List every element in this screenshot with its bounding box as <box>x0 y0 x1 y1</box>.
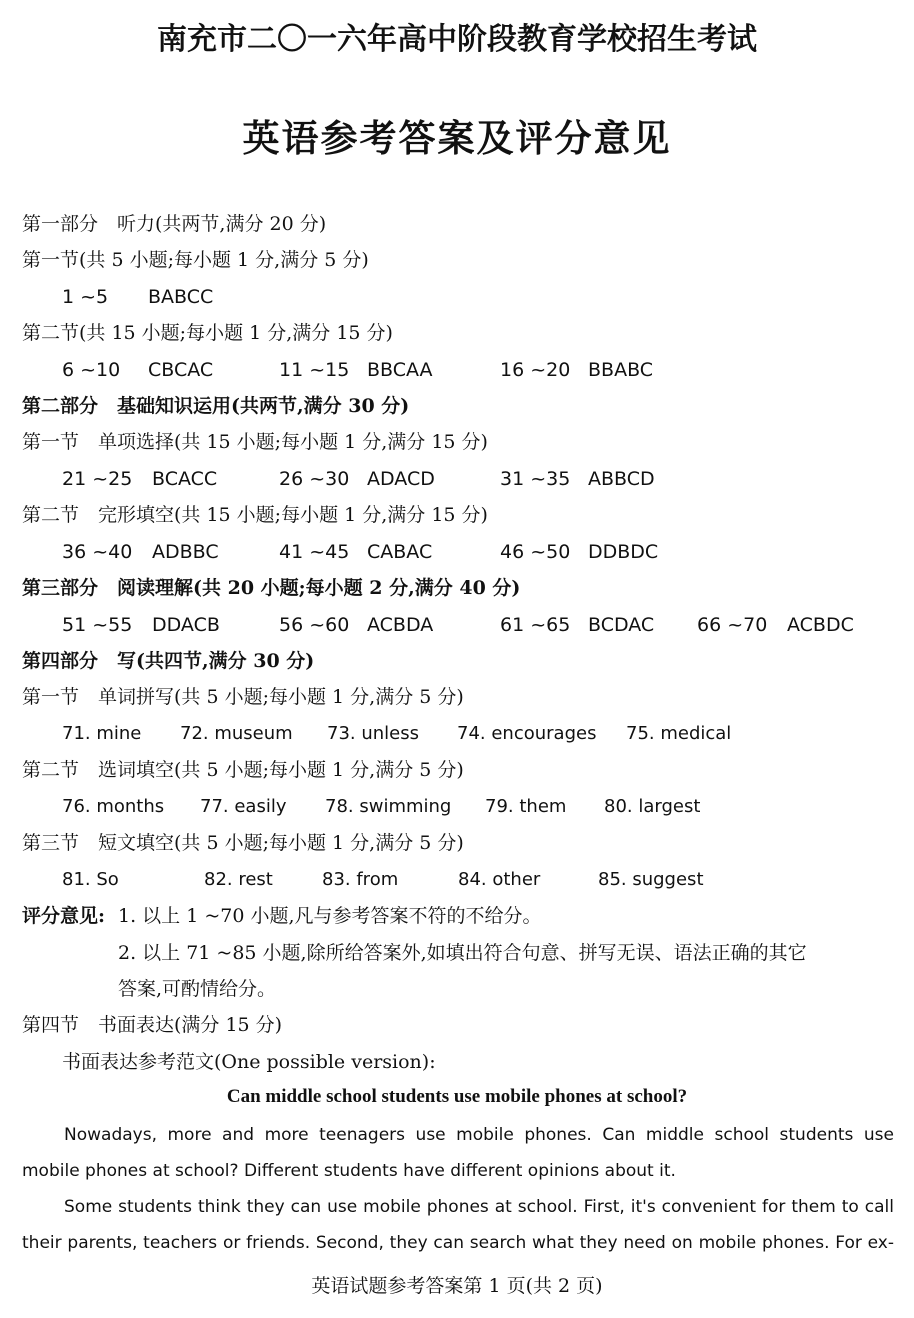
answer-key: DDBDC <box>588 541 659 563</box>
answer-key: BBABC <box>588 359 654 381</box>
word-answer: 79. them <box>485 796 567 817</box>
answer-range: 26 ~30 <box>279 468 350 490</box>
word-answer: 72. museum <box>180 723 293 744</box>
part4-sec1-heading: 第一节 单词拼写(共 5 小题;每小题 1 分,满分 5 分) <box>22 686 464 708</box>
answer-range: 1 ~5 <box>62 286 109 308</box>
answer-key: BABCC <box>148 286 214 308</box>
answer-range: 21 ~25 <box>62 468 133 490</box>
word-answer: 75. medical <box>626 723 732 744</box>
answer-key: CBCAC <box>148 359 214 381</box>
essay-paragraph-2: Some students think they can use mobile phones at school. First, it's convenient for them to call their parents, teachers or friends. Second, they can search what they need on mobile phones. For ex- <box>22 1197 894 1253</box>
answer-range: 41 ~45 <box>279 541 350 563</box>
answer-key: CABAC <box>367 541 433 563</box>
answer-range: 16 ~20 <box>500 359 571 381</box>
answer-range: 31 ~35 <box>500 468 571 490</box>
scoring-note-2: 2. 以上 71 ~85 小题,除所给答案外,如填出符合句意、拼写无误、语法正确的其它 <box>118 942 807 964</box>
part1-sec2-heading: 第二节(共 15 小题;每小题 1 分,满分 15 分) <box>22 322 393 344</box>
part4-sec3-heading: 第三节 短文填空(共 5 小题;每小题 1 分,满分 5 分) <box>22 832 464 854</box>
word-answer: 71. mine <box>62 723 142 744</box>
answer-range: 6 ~10 <box>62 359 121 381</box>
answer-key: ACBDA <box>367 614 434 636</box>
word-answer: 76. months <box>62 796 165 817</box>
scoring-note-2-cont: 答案,可酌情给分。 <box>118 978 277 1000</box>
word-answer: 78. swimming <box>325 796 452 817</box>
document-title: 英语参考答案及评分意见 <box>242 116 672 160</box>
scoring-note-1: 1. 以上 1 ~70 小题,凡与参考答案不符的不给分。 <box>118 905 542 927</box>
part3-heading: 第三部分 阅读理解(共 20 小题;每小题 2 分,满分 40 分) <box>22 577 521 599</box>
word-answer: 84. other <box>458 869 541 890</box>
answer-key: DDACB <box>152 614 220 636</box>
answer-range: 61 ~65 <box>500 614 571 636</box>
word-answer: 74. encourages <box>457 723 597 744</box>
answer-range: 51 ~55 <box>62 614 133 636</box>
part4-sec2-heading: 第二节 选词填空(共 5 小题;每小题 1 分,满分 5 分) <box>22 759 464 781</box>
answer-range: 46 ~50 <box>500 541 571 563</box>
word-answer: 85. suggest <box>598 869 704 890</box>
part1-sec1-heading: 第一节(共 5 小题;每小题 1 分,满分 5 分) <box>22 249 369 271</box>
part4-sec4-heading: 第四节 书面表达(满分 15 分) <box>22 1014 283 1036</box>
answer-key: BCACC <box>152 468 218 490</box>
answer-key: BBCAA <box>367 359 433 381</box>
answer-range: 66 ~70 <box>697 614 768 636</box>
exam-title: 南充市二〇一六年高中阶段教育学校招生考试 <box>157 22 757 57</box>
answer-key: ADACD <box>367 468 435 490</box>
answer-range: 36 ~40 <box>62 541 133 563</box>
page-footer: 英语试题参考答案第 1 页(共 2 页) <box>311 1275 603 1297</box>
essay-paragraph-1: Nowadays, more and more teenagers use mobile phones. Can middle school students use mobile phones at school? Different students have different opinions about it. <box>22 1125 894 1181</box>
part1-heading: 第一部分 听力(共两节,满分 20 分) <box>22 213 327 235</box>
word-answer: 82. rest <box>204 869 273 890</box>
answer-key: BCDAC <box>588 614 655 636</box>
part2-sec1-heading: 第一节 单项选择(共 15 小题;每小题 1 分,满分 15 分) <box>22 431 488 453</box>
essay-intro: 书面表达参考范文(One possible version): <box>62 1051 436 1073</box>
word-answer: 83. from <box>322 869 399 890</box>
word-answer: 81. So <box>62 869 119 890</box>
answer-key: ACBDC <box>787 614 854 636</box>
answer-range: 56 ~60 <box>279 614 350 636</box>
essay-title: Can middle school students use mobile phones at school? <box>226 1086 688 1107</box>
answer-key: ABBCD <box>588 468 655 490</box>
word-answer: 77. easily <box>200 796 287 817</box>
part2-heading: 第二部分 基础知识运用(共两节,满分 30 分) <box>22 395 410 417</box>
scoring-notes-label: 评分意见: <box>22 905 106 927</box>
word-answer: 80. largest <box>604 796 701 817</box>
word-answer: 73. unless <box>327 723 419 744</box>
part2-sec2-heading: 第二节 完形填空(共 15 小题;每小题 1 分,满分 15 分) <box>22 504 488 526</box>
answer-range: 11 ~15 <box>279 359 350 381</box>
part4-heading: 第四部分 写(共四节,满分 30 分) <box>22 650 315 672</box>
answer-key: ADBBC <box>152 541 219 563</box>
